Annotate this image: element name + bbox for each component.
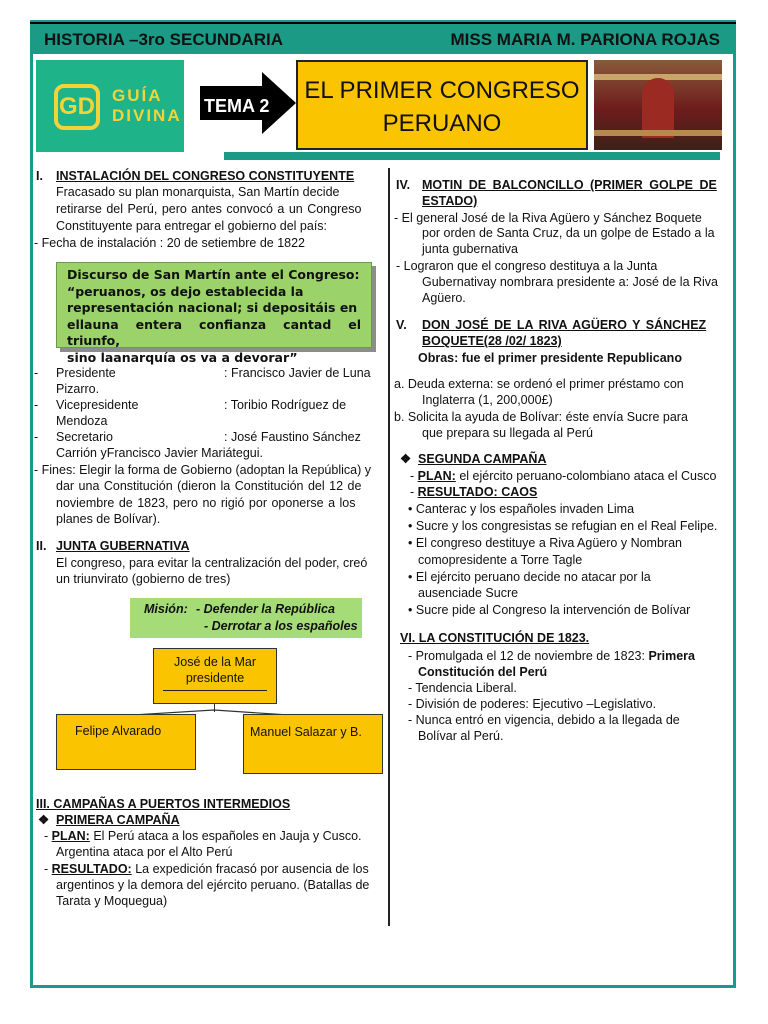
quote-line: ellauna entera confianza cantad el triunfo, xyxy=(67,316,361,348)
bullet-item: • Sucre y los congresistas se refugian en el Real Felipe. xyxy=(408,519,718,533)
paragraph-line: Constituyente para entregar el gobierno del país: xyxy=(56,219,328,233)
logo-line-1: GUÍA xyxy=(112,86,163,105)
plan-line: - PLAN: El Perú ataca a los españoles en Jauja y Cusco. xyxy=(44,829,362,843)
bullet-text: Sucre pide al Congreso la intervención de Bolívar xyxy=(415,603,691,617)
primera-campana-heading: PRIMERA CAMPAÑA xyxy=(56,813,180,827)
bullet-item: • El congreso destituye a Riva Agüero y Nombran xyxy=(408,536,682,550)
president-title: presidente xyxy=(185,671,245,685)
list-dash: - xyxy=(34,430,39,444)
title-line-2: PERUANO xyxy=(382,110,502,137)
item-line: - Tendencia Liberal. xyxy=(408,681,517,695)
mision-label: Misión: xyxy=(144,602,188,616)
bullet-item: • Canterac y los españoles invaden Lima xyxy=(408,502,635,516)
item-line: - Nunca entró en vigencia, debido a la llegada de xyxy=(408,713,680,727)
title-line-1: EL PRIMER CONGRESO xyxy=(304,77,580,104)
paragraph-line: - El general José de la Riva Agüero y Sánchez Boquete xyxy=(394,211,702,225)
segunda-campana-heading: SEGUNDA CAMPAÑA xyxy=(418,452,547,466)
item-line: a. Deuda externa: se ordenó el primer préstamo con xyxy=(394,377,684,391)
constitution-bold: Primera xyxy=(648,649,695,663)
section-3-heading: III. CAMPAÑAS A PUERTOS INTERMEDIOS xyxy=(36,797,291,811)
diamond-bullet-icon: ❖ xyxy=(400,452,412,466)
section-2-num: II. xyxy=(36,539,47,553)
constitution-line-cont: Constitución del Perú xyxy=(418,665,548,679)
bullet-text: Canterac y los españoles invaden Lima xyxy=(415,502,635,516)
paragraph-line: un triunvirato (gobierno de tres) xyxy=(56,572,231,586)
item-line: que prepara su llegada al Perú xyxy=(422,426,593,440)
paragraph-line: por orden de Santa Cruz, da un golpe de Estado a la xyxy=(422,226,715,240)
role-value-cont: Mendoza xyxy=(56,414,108,428)
bullet-item: • El ejército peruano decide no atacar por la xyxy=(408,570,651,584)
role-label: Secretario xyxy=(56,430,113,444)
logo-line-2: DIVINA xyxy=(112,106,182,125)
item-line: Inglaterra (1, 200,000£) xyxy=(422,393,553,407)
role-value: : José Faustino Sánchez xyxy=(224,430,361,444)
org-box-right: Manuel Salazar y B. xyxy=(243,714,383,774)
resultado-line: - RESULTADO: La expedición fracasó por ausencia de los xyxy=(44,862,369,876)
paragraph-line: - Lograron que el congreso destituya a la Junta xyxy=(396,259,658,273)
item-line: - División de poderes: Ejecutivo –Legislativo. xyxy=(408,697,657,711)
paragraph-line: El congreso, para evitar la centralización del poder, creó xyxy=(56,556,368,570)
obras-line: Obras: fue el primer presidente Republicano xyxy=(418,351,682,365)
resultado-text: La expedición fracasó por ausencia de los xyxy=(131,862,369,876)
section-5-heading-cont: BOQUETE(28 /02/ 1823) xyxy=(422,334,562,348)
plan-label: PLAN: xyxy=(417,469,456,483)
plan-text: El Perú ataca a los españoles en Jauja y Cusco. xyxy=(89,829,362,843)
section-4-heading: MOTIN DE BALCONCILLO (PRIMER GOLPE DE xyxy=(422,178,717,192)
fecha-line: - Fecha de instalación : 20 de setiembre de 1822 xyxy=(34,236,306,250)
quote-line: representación nacional; si depositáis en xyxy=(67,300,358,315)
bullet-item: • Sucre pide al Congreso la intervención de Bolívar xyxy=(408,603,691,617)
list-dash: - xyxy=(34,398,39,412)
section-1-num: I. xyxy=(36,169,43,183)
paragraph-line: Gubernativay nombrara presidente a: José de la Riva xyxy=(422,275,718,289)
section-4-heading-cont: ESTADO) xyxy=(422,194,478,208)
section-5-heading: DON JOSÉ DE LA RIVA AGÜERO Y SÁNCHEZ xyxy=(422,318,707,332)
mision-item: - Derrotar a los españoles xyxy=(204,619,358,633)
item-line: b. Solicita la ayuda de Bolívar: éste envía Sucre para xyxy=(394,410,688,424)
resultado-label: RESULTADO: xyxy=(51,862,132,876)
role-label: Presidente xyxy=(56,366,116,380)
org-box-left: Felipe Alvarado xyxy=(56,714,196,770)
list-dash: - xyxy=(34,366,39,380)
resultado-cont: Tarata y Moquegua) xyxy=(56,894,168,908)
constitution-line xyxy=(408,648,695,664)
teacher-name: MISS MARIA M. PARIONA ROJAS xyxy=(450,30,720,49)
role-value-cont: Carrión yFrancisco Javier Mariátegui. xyxy=(56,446,264,460)
fines-line: noviembre de 1823, pero no rigió por oponerse a los xyxy=(56,496,356,510)
section-2-heading: JUNTA GUBERNATIVA xyxy=(56,539,190,553)
fines-line: - Fines: Elegir la forma de Gobierno (adoptan la República) y xyxy=(34,463,371,477)
bullet-cont: comopresidente a Torre Tagle xyxy=(418,553,583,567)
plan-label: PLAN: xyxy=(51,829,90,843)
constitution-text: - Promulgada el 12 de noviembre de 1823: xyxy=(408,649,649,663)
resultado-cont: argentinos y la demora del ejército peruano. (Batallas de xyxy=(56,878,370,892)
quote-line: sino laanarquía os va a devorar” xyxy=(67,349,298,365)
mision-item: - Defender la República xyxy=(196,602,335,616)
section-1-heading: INSTALACIÓN DEL CONGRESO CONSTITUYENTE xyxy=(56,169,355,183)
role-value: : Toribio Rodríguez de xyxy=(224,398,347,412)
quote-line: Discurso de San Martín ante el Congreso: xyxy=(67,267,360,282)
role-value: : Francisco Javier de Luna xyxy=(224,366,371,380)
section-5-num: V. xyxy=(396,318,407,332)
paragraph-line: Agüero. xyxy=(422,291,466,305)
role-value-cont: Pizarro. xyxy=(56,382,100,396)
bullet-cont: ausenciade Sucre xyxy=(418,586,519,600)
course-label: HISTORIA –3ro SECUNDARIA xyxy=(44,30,283,49)
plan-text: el ejército peruano-colombiano ataca el Cusco xyxy=(455,469,717,483)
role-label: Vicepresidente xyxy=(56,398,139,412)
quote-line: “peruanos, os dejo establecida la xyxy=(67,283,304,299)
item-line: Bolívar al Perú. xyxy=(418,729,504,743)
bullet-text: El congreso destituye a Riva Agüero y Nombran xyxy=(415,536,682,550)
paragraph-line: Fracasado su plan monarquista, San Martín decide xyxy=(56,185,340,199)
paragraph-line: junta gubernativa xyxy=(422,242,518,256)
president-name: José de la Mar xyxy=(174,655,256,669)
fines-line: dar una Constitución (dieron la Constitución del 12 de xyxy=(56,479,362,493)
plan-line-cont: Argentina ataca por el Alto Perú xyxy=(56,845,233,859)
bullet-text: Sucre y los congresistas se refugian en el Real Felipe. xyxy=(415,519,718,533)
fines-line: planes de Bolívar). xyxy=(56,512,161,526)
paragraph-line: retirarse del Perú, pero antes convocó a un Congreso xyxy=(56,202,362,216)
section-6-heading: VI. LA CONSTITUCIÓN DE 1823. xyxy=(400,631,590,645)
bullet-text: El ejército peruano decide no atacar por la xyxy=(415,570,651,584)
section-4-num: IV. xyxy=(396,178,411,192)
diamond-bullet-icon: ❖ xyxy=(38,813,50,827)
plan-line: - PLAN: el ejército peruano-colombiano ataca el Cusco xyxy=(410,469,717,483)
tema-label: TEMA 2 xyxy=(204,96,270,116)
resultado-line: - RESULTADO: CAOS xyxy=(410,485,538,499)
logo-mark: GD xyxy=(54,84,100,130)
resultado-label: RESULTADO: CAOS xyxy=(417,485,538,499)
